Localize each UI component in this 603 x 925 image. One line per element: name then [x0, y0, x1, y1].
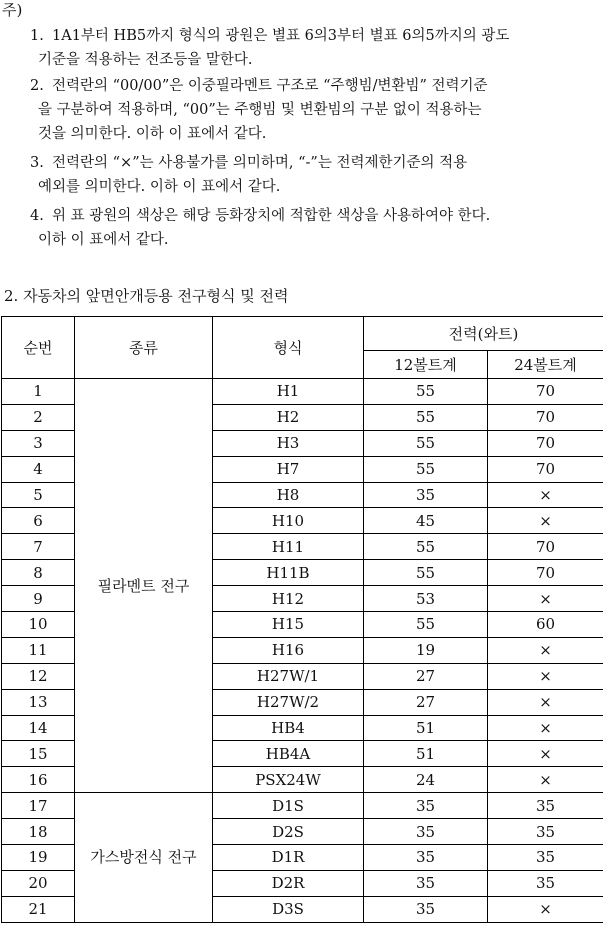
cell-type: H1: [213, 379, 364, 405]
cell-type: D1S: [213, 793, 364, 819]
cell-power-24v: ×: [488, 896, 603, 922]
cell-no: 15: [2, 741, 75, 767]
cell-power-12v: 35: [364, 845, 488, 871]
cell-power-12v: 45: [364, 508, 488, 534]
cell-power-12v: 35: [364, 819, 488, 845]
note-item-3: [30, 151, 600, 199]
note-line: 위 표 광원의 색상은 해당 등화장치에 적합한 색상을 사용하여야 한다.: [52, 208, 491, 224]
cell-type: H2: [213, 404, 364, 430]
cell-no: 5: [2, 482, 75, 508]
cell-power-24v: ×: [488, 637, 603, 663]
cell-kind: 가스방전식 전구: [75, 793, 213, 922]
cell-power-12v: 35: [364, 870, 488, 896]
cell-power-24v: ×: [488, 586, 603, 612]
cell-type: H16: [213, 637, 364, 663]
note-number: 1.: [30, 28, 44, 44]
note-item-2: [30, 74, 600, 146]
cell-power-24v: ×: [488, 482, 603, 508]
cell-no: 9: [2, 586, 75, 612]
cell-type: H8: [213, 482, 364, 508]
cell-power-24v: 60: [488, 612, 603, 638]
cell-type: H11B: [213, 560, 364, 586]
cell-no: 7: [2, 534, 75, 560]
cell-type: H27W/1: [213, 663, 364, 689]
cell-power-12v: 55: [364, 560, 488, 586]
cell-type: H27W/2: [213, 689, 364, 715]
cell-power-24v: ×: [488, 508, 603, 534]
cell-power-12v: 55: [364, 379, 488, 405]
cell-kind: 필라멘트 전구: [75, 379, 213, 793]
cell-type: H7: [213, 456, 364, 482]
cell-power-12v: 24: [364, 767, 488, 793]
header-12v: 12볼트계: [364, 351, 488, 379]
cell-power-24v: 35: [488, 793, 603, 819]
cell-type: H10: [213, 508, 364, 534]
note-line: 것을 의미한다. 이하 이 표에서 같다.: [38, 126, 267, 142]
cell-no: 8: [2, 560, 75, 586]
cell-power-24v: ×: [488, 741, 603, 767]
cell-no: 16: [2, 767, 75, 793]
cell-no: 3: [2, 430, 75, 456]
cell-power-24v: 70: [488, 430, 603, 456]
cell-no: 14: [2, 715, 75, 741]
cell-power-24v: ×: [488, 767, 603, 793]
cell-power-24v: 35: [488, 845, 603, 871]
cell-power-24v: 70: [488, 560, 603, 586]
cell-power-24v: 70: [488, 379, 603, 405]
cell-power-12v: 55: [364, 534, 488, 560]
cell-no: 21: [2, 896, 75, 922]
cell-no: 4: [2, 456, 75, 482]
cell-no: 1: [2, 379, 75, 405]
cell-no: 6: [2, 508, 75, 534]
bulb-spec-table: [1, 316, 603, 923]
cell-no: 10: [2, 612, 75, 638]
cell-type: HB4: [213, 715, 364, 741]
note-line: 이하 이 표에서 같다.: [38, 232, 169, 248]
cell-no: 13: [2, 689, 75, 715]
note-line: 전력란의 “00/00”은 이중필라멘트 구조로 “주행빔/변환빔” 전력기준: [52, 78, 488, 94]
cell-type: HB4A: [213, 741, 364, 767]
cell-type: H15: [213, 612, 364, 638]
cell-no: 11: [2, 637, 75, 663]
cell-power-12v: 19: [364, 637, 488, 663]
cell-no: 18: [2, 819, 75, 845]
header-power: 전력(와트): [364, 317, 603, 351]
note-line: 기준을 적용하는 전조등을 말한다.: [38, 52, 253, 68]
note-line: 을 구분하여 적용하며, “00”는 주행빔 및 변환빔의 구분 없이 적용하는: [38, 102, 482, 118]
cell-power-12v: 55: [364, 404, 488, 430]
cell-type: H11: [213, 534, 364, 560]
cell-power-12v: 55: [364, 430, 488, 456]
cell-power-12v: 51: [364, 715, 488, 741]
cell-power-12v: 35: [364, 482, 488, 508]
cell-power-24v: ×: [488, 663, 603, 689]
header-type: 형식: [213, 317, 364, 379]
header-24v: 24볼트계: [488, 351, 603, 379]
cell-no: 19: [2, 845, 75, 871]
note-line: 전력란의 “×”는 사용불가를 의미하며, “-”는 전력제한기준의 적용: [52, 155, 468, 171]
table-row: [2, 379, 603, 405]
note-item-4: [30, 204, 600, 252]
cell-power-12v: 51: [364, 741, 488, 767]
cell-power-24v: 35: [488, 870, 603, 896]
note-number: 3.: [30, 155, 44, 171]
cell-power-12v: 53: [364, 586, 488, 612]
cell-power-24v: 70: [488, 534, 603, 560]
cell-power-12v: 35: [364, 793, 488, 819]
note-item-1: [30, 24, 600, 72]
section-title: 2. 자동차의 앞면안개등용 전구형식 및 전력: [4, 287, 289, 305]
cell-type: D2S: [213, 819, 364, 845]
header-kind: 종류: [75, 317, 213, 379]
cell-type: D2R: [213, 870, 364, 896]
cell-type: H12: [213, 586, 364, 612]
note-number: 2.: [30, 78, 44, 94]
cell-power-12v: 35: [364, 896, 488, 922]
note-line: 예외를 의미한다. 이하 이 표에서 같다.: [38, 179, 281, 195]
cell-no: 17: [2, 793, 75, 819]
cell-no: 12: [2, 663, 75, 689]
cell-power-12v: 27: [364, 663, 488, 689]
cell-type: H3: [213, 430, 364, 456]
cell-no: 20: [2, 870, 75, 896]
cell-no: 2: [2, 404, 75, 430]
cell-power-12v: 55: [364, 612, 488, 638]
cell-power-12v: 55: [364, 456, 488, 482]
notes-label: 주): [2, 1, 23, 19]
cell-power-24v: 70: [488, 456, 603, 482]
note-line: 1A1부터 HB5까지 형식의 광원은 별표 6의3부터 별표 6의5까지의 광도: [52, 28, 510, 44]
cell-power-24v: 35: [488, 819, 603, 845]
cell-type: D3S: [213, 896, 364, 922]
table-body: [2, 379, 603, 923]
cell-power-24v: ×: [488, 715, 603, 741]
cell-power-24v: ×: [488, 689, 603, 715]
cell-power-12v: 27: [364, 689, 488, 715]
table-row: [2, 793, 603, 819]
cell-type: D1R: [213, 845, 364, 871]
note-number: 4.: [30, 208, 44, 224]
cell-power-24v: 70: [488, 404, 603, 430]
cell-type: PSX24W: [213, 767, 364, 793]
header-no: 순번: [2, 317, 75, 379]
